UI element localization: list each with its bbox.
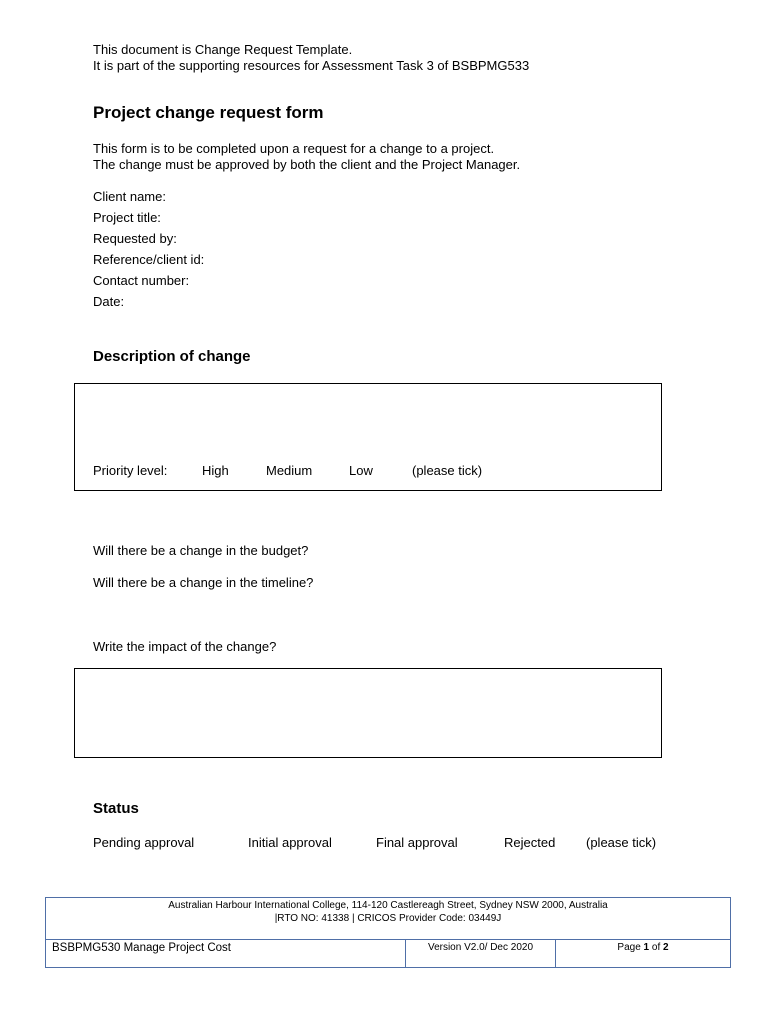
description-heading: Description of change (93, 348, 251, 365)
footer-page-total: 2 (663, 942, 669, 953)
priority-label: Priority level: (93, 463, 168, 478)
footer-unit: BSBPMG530 Manage Project Cost (46, 940, 406, 967)
status-initial[interactable]: Initial approval (248, 835, 332, 850)
impact-box[interactable] (74, 668, 662, 758)
field-contact-number: Contact number: (93, 273, 190, 288)
status-final[interactable]: Final approval (376, 835, 458, 850)
field-reference-id: Reference/client id: (93, 252, 205, 267)
status-rejected[interactable]: Rejected (504, 835, 556, 850)
question-impact: Write the impact of the change? (93, 639, 277, 654)
footer-version: Version V2.0/ Dec 2020 (406, 940, 556, 967)
question-budget: Will there be a change in the budget? (93, 543, 309, 558)
field-date: Date: (93, 294, 125, 309)
priority-note: (please tick) (412, 463, 483, 478)
status-pending[interactable]: Pending approval (93, 835, 195, 850)
priority-high[interactable]: High (202, 463, 229, 478)
priority-low[interactable]: Low (349, 463, 373, 478)
footer-rto: |RTO NO: 41338 | CRICOS Provider Code: 03449J (274, 913, 502, 924)
footer-address: Australian Harbour International College, 114-120 Castlereagh Street, Sydney NSW 2000, Australia (168, 900, 608, 911)
instruction-line-2: The change must be approved by both the client and the Project Manager. (93, 157, 521, 172)
footer-page-prefix: Page (617, 942, 641, 953)
field-requested-by: Requested by: (93, 231, 177, 246)
footer-page-number (556, 940, 730, 967)
field-client-name: Client name: (93, 189, 166, 204)
question-timeline: Will there be a change in the timeline? (93, 575, 314, 590)
footer-page-current: 1 (643, 942, 650, 953)
field-project-title: Project title: (93, 210, 161, 225)
status-note: (please tick) (586, 835, 657, 850)
page-title: Project change request form (93, 103, 324, 122)
instruction-line-1: This form is to be completed upon a request for a change to a project. (93, 141, 495, 156)
footer-page-of: of (651, 942, 661, 953)
intro-line-1: This document is Change Request Template. (93, 42, 353, 57)
footer-institution (46, 898, 730, 940)
priority-medium[interactable]: Medium (266, 463, 313, 478)
footer-table (45, 897, 731, 968)
intro-line-2: It is part of the supporting resources for Assessment Task 3 of BSBPMG533 (93, 58, 530, 73)
status-heading: Status (93, 800, 139, 817)
